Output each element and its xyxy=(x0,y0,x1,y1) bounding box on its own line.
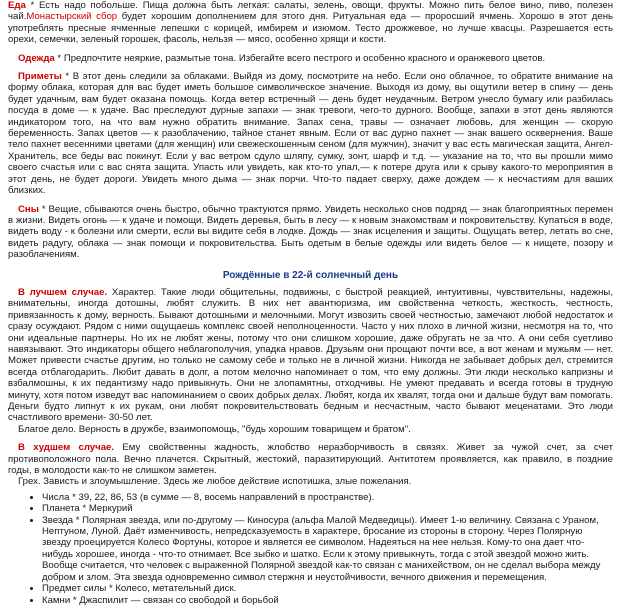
best-case-text: Характер. Такие люди общительны, подвижны, с быстрой реакцией, интуитивны, чувствительны, надежны, внимательны, иногда дотошны, любят служить. В них нет авантюризма, им свойственна четкость, жесткость, честность, привязанность к дому, верность. Бывают дотошными и мелочными. Могут извозить своей честностью, замечают любой недостаток и сразу осуждают. Рядом с ними ощущаешь комплекс своей неполноценности. Часто у них плохо в личной жизни, несмотря на то, что они идеальные партнеры. Но их не любят жены, потому что они слишком хорошие, даже обругать не за что. А они себя суетливо навязывают. Это индикаторы общего неблагополучия, упадка нравов. Друзьям они прощают почти все, а вот женам и мужьям — нет. Может привести счастье другим, но только не самому себе и только не в личной жизни. Никогда не забывает добрых дел, стремится всегда отблагодарить. Любит давать в долг, а потом мелочно напоминает о том, что ему должны. Эти люди несколько капризны и взбалмошны, к их педантизму надо привыкнуть. Они не злопамятны, отходчивы. Не умеют предавать и всегда готовы в трудную минуту, хотя потом изведут вас напоминанием о своих добрых делах. Любят, когда их хвалят, тогда они и дальше будут вам помогать. Деньги будто липнут к их рукам, они любят покровительствовать бедным и несчастным, часто бывают меценатами. Это люди счастливого времени- 30-50 лет. xyxy=(8,286,613,424)
dreams-paragraph xyxy=(8,204,613,261)
clothing-heading: Одежда xyxy=(18,52,55,64)
worst-case-paragraph xyxy=(8,442,613,476)
virtue-line: Благое дело. Верность в дружбе, взаимопомощь, "будь хорошим товарищем и братом". xyxy=(18,423,411,435)
omens-paragraph xyxy=(8,71,613,196)
omens-heading: Приметы xyxy=(18,71,62,83)
list-item-star: • Звезда * Полярная звезда, или по-другому — Киносура (альфа Малой Медведицы). Имеет 1-ю величину. Связана с Ураном, Нептуном, Луной. Даёт изменчивость, непредсказуемость в характере, бросание из стороны в сторону. Через Полярную звезду проецируется Колесо Фортуны, которое и является ее символом. Надеяться на нее нельзя. Кому-то она дает что-нибудь хорошее, иногда - что-то отнимает. Все зыбко и шатко. Если к этому привыкнуть, тогда с этой звездой можно жить. Вообще считается, что человек с выраженной Полярной звездой как-то связан с манихейством, он не сделал выбора между добром и злом. Эта звезда одновременно символ стержня и неустойчивости, вечного движения и перемещения. xyxy=(42,515,613,583)
food-text-2: будет хорошим дополнением для этого дня. Ритуальная еда — проросший ячмень. Хорошо в этот день употреблять пресные ячменные лепешки с корицей, имбирем и изюмом. Тесто дрожжевое, но лучше квасцы. Разрешается есть орехи, семечки, зеленый горошек, фасоль, нельзя — мясо, особенно хрящи и кости. xyxy=(8,11,614,46)
omens-text: * В этот день следили за облаками. Выйдя из дому, посмотрите на небо. Если оно облачное, то обратите внимание на форму облака, которая для вас будет иметь большое символическое значение. Выходя из дому, вы ощутили ветер в спину — день будет удачным, вам будет оказана помощь. Когда ветер встречный — день будет неудачным. Ветром унесло бумагу или разбилась посуда в доме — к удаче. Вас преследуют дурные запахи — знак тревоги, чего-то дурного. Вообще, запахи в этот день являются индикатором того, на что вам нужно обратить внимание. Запах сена, травы — означает любовь, для женщин — скорую беременность. Запах цветов — к разоблачению, тайное станет явным. Если от вас дурно пахнет — знак вашего осквернения. Ваше тело пахнет весенними цветами (для женщин) или свежескошенным сеном (для мужчин), значит у вас есть магическая защита, Ангел-Хранитель, все беды вас покинут. Если у вас ветром сдуло шляпу, сумку, зонт, шарф и т.д. — указание на то, что вы прошли мимо своего счастья или с вас снята защита. Упасть или увидеть, как кто-то упал,— к потере друга или к срыву какого-то мероприятия в этот день, не будет дороги. Увидеть много дыма — знак порчи. Что-то падает сверху, даже дождем — к несчастиям для ваших близких. xyxy=(8,71,613,197)
list-item-stones: • Камни * Джаспилит — связан со свободой и борьбой xyxy=(42,595,613,606)
dreams-text: * Вещие, сбываются очень быстро, обычно трактуются прямо. Увидеть несколько снов подряд — знак благоприятных перемен в жизни. Видеть огонь — к удаче и помощи. Видеть деревья, быть в лесу — к новым знакомствам и покровительству. Купаться в воде, видеть воду - к болезни или смерти, если вы видите себя в лодке. Дождь — знак исцеления и защиты. Ощущать ветер, летать во сне, видеть радугу, облака — знак помощи и покровительства. Быть одетым в белые одежды или видеть белое — к нищете, позору и разоблачениям. xyxy=(8,203,613,261)
clothing-text: * Предпочтите неяркие, размытые тона. Избегайте всего пестрого и особенно красного и оранжевого цветов. xyxy=(54,52,546,64)
clothing-paragraph xyxy=(8,53,613,64)
worst-case-text: Ему свойственны жадность, жлобство неразборчивость в связях. Живет за чужой счет, за счет противоположного пола. Вечно плачется. Скрытный, жестокий, паразитирующий. Антитотем проявляется, как правило, в поздние годы, в молодости как-то не слишком заметен. xyxy=(8,442,614,477)
attributes-list xyxy=(8,492,613,606)
monastery-link[interactable]: Монастырский сбор xyxy=(26,11,118,23)
born-section-title: Рождённые в 22-й солнечный день xyxy=(222,269,399,281)
food-text: * Есть надо побольше. Пища должна быть легкая: салаты, зелень, овощи, фрукты. Можно пить белое вино, пиво, полезен чай. xyxy=(8,0,613,23)
list-item-numbers: • Числа * 39, 22, 86, 53 (в сумме — 8, восемь направлений в пространстве). xyxy=(42,492,613,503)
food-paragraph xyxy=(8,0,613,46)
worst-case-heading: В худшем случае. xyxy=(18,442,115,454)
list-item-planet: • Планета * Меркурий xyxy=(42,503,613,514)
best-case-heading: В лучшем случае. xyxy=(18,286,108,298)
food-heading: Еда xyxy=(8,0,26,11)
best-case-paragraph xyxy=(8,287,613,424)
sin-line: Грех. Зависть и злоумышление. Здесь же любое действие испотишка, злые пожелания. xyxy=(18,476,412,488)
list-item-power-object: • Предмет силы * Колесо, метательный диск. xyxy=(42,583,613,594)
dreams-heading: Сны xyxy=(18,203,39,215)
